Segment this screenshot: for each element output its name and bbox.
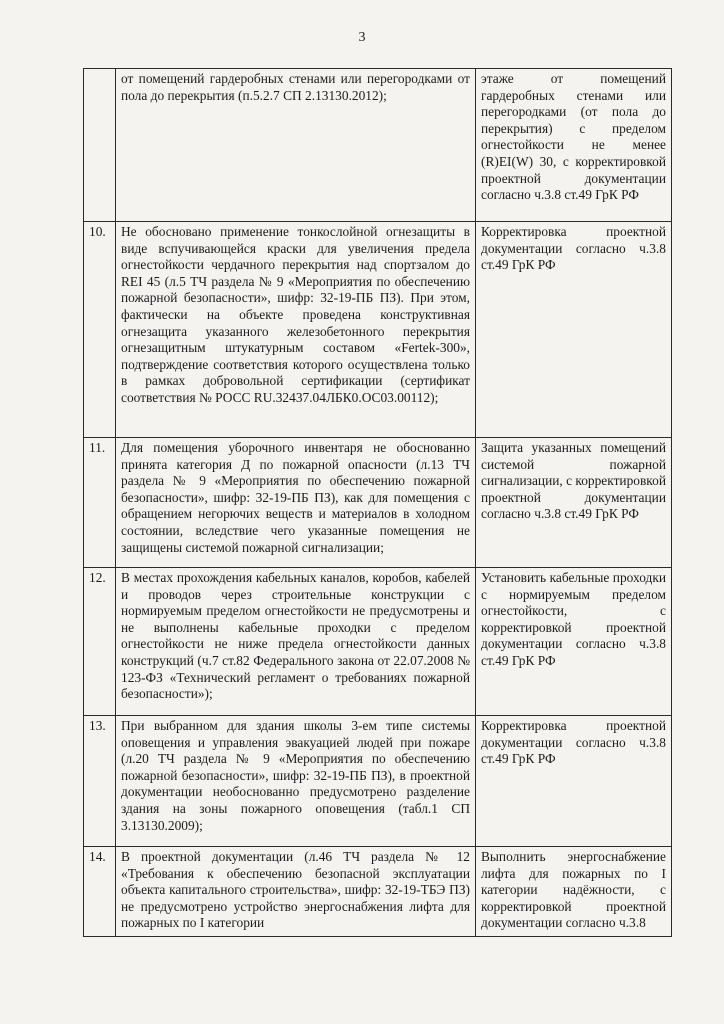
remarks-table (83, 68, 672, 937)
table-row (84, 716, 672, 847)
fix-text: Корректировка проектной документации согласно ч.3.8 ст.49 ГрК РФ (476, 222, 672, 438)
row-number (84, 69, 116, 222)
remark-text: В проектной документации (л.46 ТЧ раздела № 12 «Требования к обеспечению безопасной эксплуатации объекта капитального строительства», шифр: 32-19-ТБЭ ПЗ) не предусмотрено устройство энергоснабжения лифта для пожарных по I категории (116, 847, 476, 937)
remark-text: Для помещения уборочного инвентаря не обоснованно принята категория Д по пожарной опасности (л.13 ТЧ раздела № 9 «Мероприятия по обеспечению пожарной безопасности», шифр: 32-19-ПБ ПЗ), как для помещения с обращением негорючих веществ и материалов в холодном состоянии, вследствие чего указанные помещения не защищены системой пожарной сигнализации; (116, 438, 476, 568)
fix-text: Выполнить энергоснабжение лифта для пожарных по I категории надёжности, с корректировкой проектной документации согласно ч.3.8 (476, 847, 672, 937)
row-number: 14. (84, 847, 116, 937)
row-number: 12. (84, 568, 116, 716)
remark-text: Не обосновано применение тонкослойной огнезащиты в виде вспучивающейся краски для увеличения предела огнестойкости чердачного перекрытия над спортзалом до REI 45 (л.5 ТЧ раздела № 9 «Мероприятия по обеспечению пожарной безопасности», шифр: 32-19-ПБ ПЗ). При этом, фактически на объекте проведена конструктивная огнезащита указанного железобетонного перекрытия огнезащитным штукатурным составом «Fertek-300», подтверждение соответствия которого осуществлена только в рамках добровольной сертификации (сертификат соответствия № РОСС RU.32437.04ЛБК0.ОС03.00112); (116, 222, 476, 438)
row-number: 13. (84, 716, 116, 847)
table-row (84, 568, 672, 716)
fix-text: этаже от помещений гардеробных стенами или перегородками (от пола до перекрытия) с пределом огнестойкости не менее (R)EI(W) 30, с корректировкой проектной документации согласно ч.3.8 ст.49 ГрК РФ (476, 69, 672, 222)
remark-text: В местах прохождения кабельных каналов, коробов, кабелей и проводов через строительные конструкции с нормируемым пределом огнестойкости не предусмотрены и не выполнены кабельные проходки с пределом огнестойкости не ниже предела огнестойкости данных конструкций (ч.7 ст.82 Федерального закона от 22.07.2008 № 123-ФЗ «Технический регламент о требованиях пожарной безопасности»); (116, 568, 476, 716)
row-number: 11. (84, 438, 116, 568)
fix-text: Корректировка проектной документации согласно ч.3.8 ст.49 ГрК РФ (476, 716, 672, 847)
row-number: 10. (84, 222, 116, 438)
fix-text: Защита указанных помещений системой пожарной сигнализации, с корректировкой проектной документации согласно ч.3.8 ст.49 ГрК РФ (476, 438, 672, 568)
remark-text: от помещений гардеробных стенами или перегородками от пола до перекрытия (п.5.2.7 СП 2.13130.2012); (116, 69, 476, 222)
table-row (84, 69, 672, 222)
table-row (84, 847, 672, 937)
fix-text: Установить кабельные проходки с нормируемым пределом огнестойкости, с корректировкой проектной документации согласно ч.3.8 ст.49 ГрК РФ (476, 568, 672, 716)
remark-text: При выбранном для здания школы 3-ем типе системы оповещения и управления эвакуацией людей при пожаре (л.20 ТЧ раздела № 9 «Мероприятия по обеспечению пожарной безопасности», шифр: 32-19-ПБ ПЗ), в проектной документации необоснованно предусмотрено разделение здания на зоны пожарного оповещения (табл.1 СП 3.13130.2009); (116, 716, 476, 847)
table-row (84, 222, 672, 438)
page-number: 3 (358, 30, 366, 45)
table-row (84, 438, 672, 568)
